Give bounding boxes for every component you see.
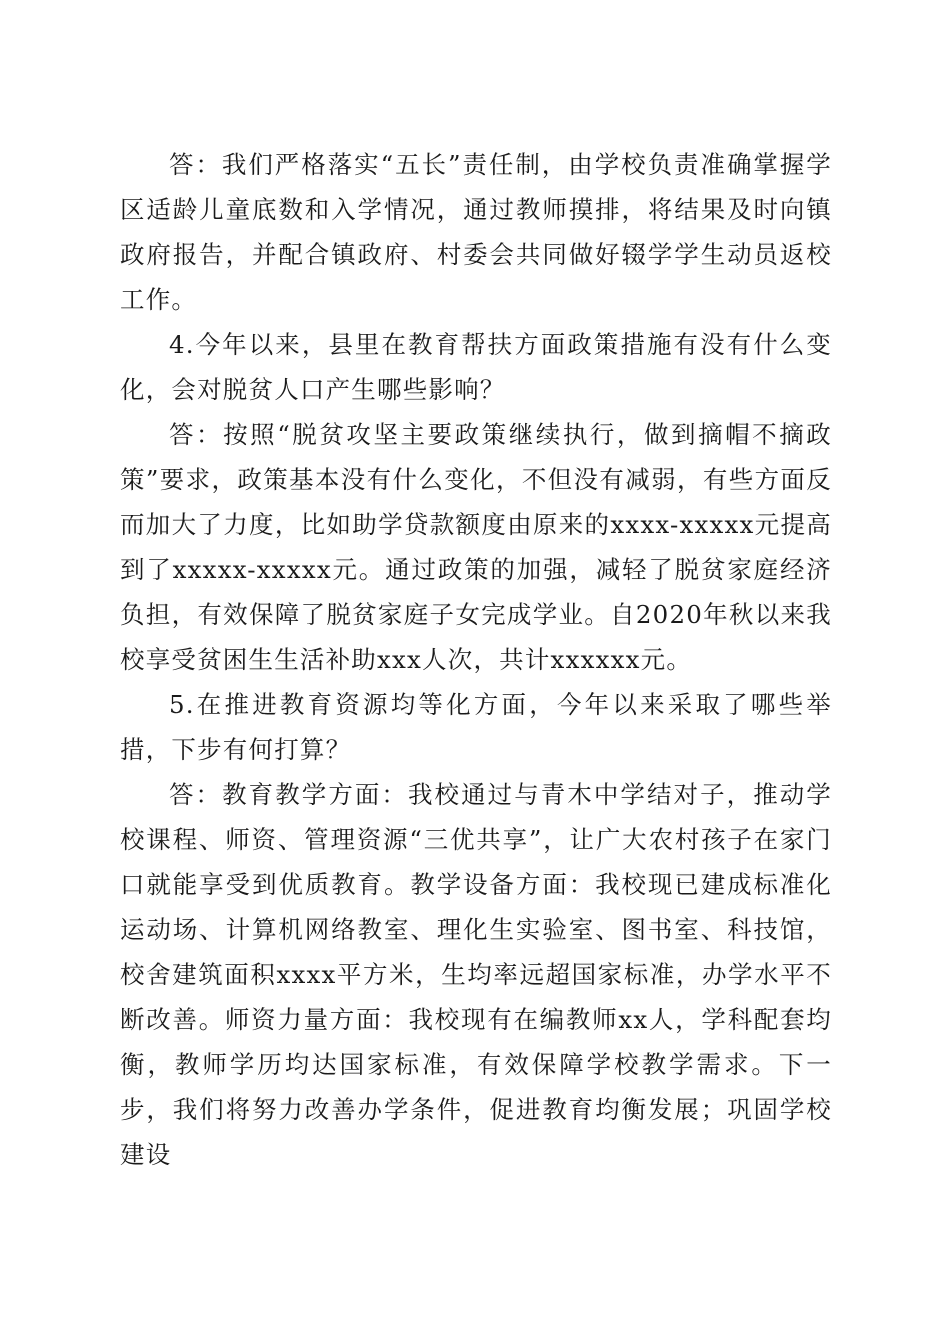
answer-paragraph-3: 答：我们严格落实“五长”责任制，由学校负责准确掌握学区适龄儿童底数和入学情况，通过教师摸排，将结果及时向镇政府报告，并配合镇政府、村委会共同做好辍学学生动员返校工作。 xyxy=(120,150,832,314)
document-body xyxy=(120,142,832,1177)
question-paragraph-4: 4.今年以来，县里在教育帮扶方面政策措施有没有什么变化，会对脱贫人口产生哪些影响？ xyxy=(120,330,832,404)
answer-paragraph-5: 答：教育教学方面：我校通过与青木中学结对子，推动学校课程、师资、管理资源“三优共享”，让广大农村孩子在家门口就能享受到优质教育。教学设备方面：我校现已建成标准化运动场、计算机网络教室、理化生实验室、图书室、科技馆，校舍建筑面积xxxx平方米，生均率远超国家标准，办学水平不断改善。师资力量方面：我校现有在编教师xx人，学科配套均衡，教师学历均达国家标准，有效保障学校教学需求。下一步，我们将努力改善办学条件，促进教育均衡发展；巩固学校建设 xyxy=(120,780,832,1169)
question-paragraph-5: 5.在推进教育资源均等化方面，今年以来采取了哪些举措，下步有何打算？ xyxy=(120,690,832,764)
answer-paragraph-4: 答：按照“脱贫攻坚主要政策继续执行，做到摘帽不摘政策”要求，政策基本没有什么变化，不但没有减弱，有些方面反而加大了力度，比如助学贷款额度由原来的xxxx-xxxxx元提高到了xxxxx-xxxxx元。通过政策的加强，减轻了脱贫家庭经济负担，有效保障了脱贫家庭子女完成学业。自2020年秋以来我校享受贫困生生活补助xxx人次，共计xxxxxx元。 xyxy=(120,420,832,674)
